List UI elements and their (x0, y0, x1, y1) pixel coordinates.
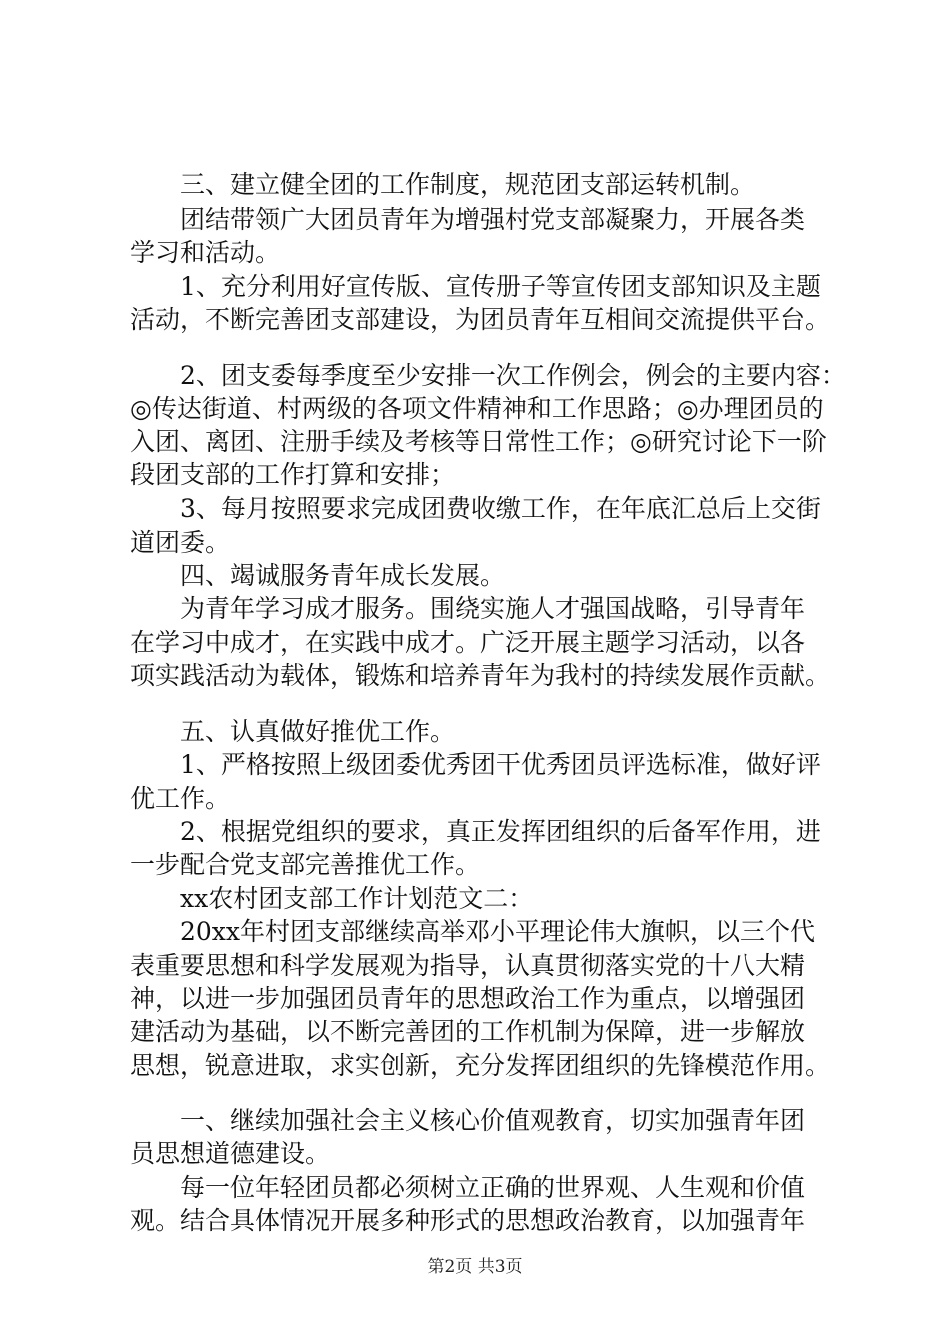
text-line: 团结带领广大团员青年为增强村党支部凝聚力，开展各类 (130, 205, 806, 234)
text-line: 20xx年村团支部继续高举邓小平理论伟大旗帜，以三个代 (130, 917, 816, 946)
text-line: 2、根据党组织的要求，真正发挥团组织的后备军作用，进 (130, 817, 821, 846)
text-line: 表重要思想和科学发展观为指导，认真贯彻落实党的十八大精 (130, 951, 806, 980)
text-line: 员思想道德建设。 (130, 1139, 331, 1168)
text-line: 段团支部的工作打算和安排； (130, 460, 456, 489)
text-line: 入团、离团、注册手续及考核等日常性工作；◎研究讨论下一阶 (130, 427, 827, 456)
text-line: 2、团支委每季度至少安排一次工作例会，例会的主要内容： (130, 361, 846, 390)
page-footer: 第2页 共3页 (427, 1257, 523, 1277)
text-line: 四、竭诚服务青年成长发展。 (130, 561, 506, 590)
text-line: 神，以进一步加强团员青年的思想政治工作为重点，以增强团 (130, 984, 806, 1013)
text-line: 五、认真做好推优工作。 (130, 717, 456, 746)
text-line: 在学习中成才，在实践中成才。广泛开展主题学习活动，以各 (130, 628, 806, 657)
text-line: 每一位年轻团员都必须树立正确的世界观、人生观和价值 (130, 1173, 806, 1202)
text-line: 项实践活动为载体，锻炼和培养青年为我村的持续发展作贡献。 (130, 661, 831, 690)
text-line: xx农村团支部工作计划范文二： (130, 884, 534, 913)
text-line: 一、继续加强社会主义核心价值观教育，切实加强青年团 (130, 1106, 806, 1135)
text-line: 为青年学习成才服务。围绕实施人才强国战略，引导青年 (130, 594, 806, 623)
text-line: 观。结合具体情况开展多种形式的思想政治教育，以加强青年 (130, 1206, 806, 1235)
text-line: 道团委。 (130, 528, 231, 557)
text-line: 1、严格按照上级团委优秀团干优秀团员评选标准，做好评 (130, 750, 821, 779)
text-line: 思想，锐意进取，求实创新，充分发挥团组织的先锋模范作用。 (130, 1051, 831, 1080)
text-line: 1、充分利用好宣传版、宣传册子等宣传团支部知识及主题 (130, 272, 821, 301)
text-line: 三、建立健全团的工作制度，规范团支部运转机制。 (130, 170, 756, 199)
text-line: 一步配合党支部完善推优工作。 (130, 850, 481, 879)
text-line: 3、每月按照要求完成团费收缴工作，在年底汇总后上交街 (130, 494, 821, 523)
text-line: ◎传达街道、村两级的各项文件精神和工作思路；◎办理团员的 (130, 394, 824, 423)
text-line: 建活动为基础，以不断完善团的工作机制为保障，进一步解放 (130, 1017, 806, 1046)
text-line: 学习和活动。 (130, 238, 281, 267)
text-line: 优工作。 (130, 784, 231, 813)
text-line: 活动，不断完善团支部建设，为团员青年互相间交流提供平台。 (130, 305, 831, 334)
